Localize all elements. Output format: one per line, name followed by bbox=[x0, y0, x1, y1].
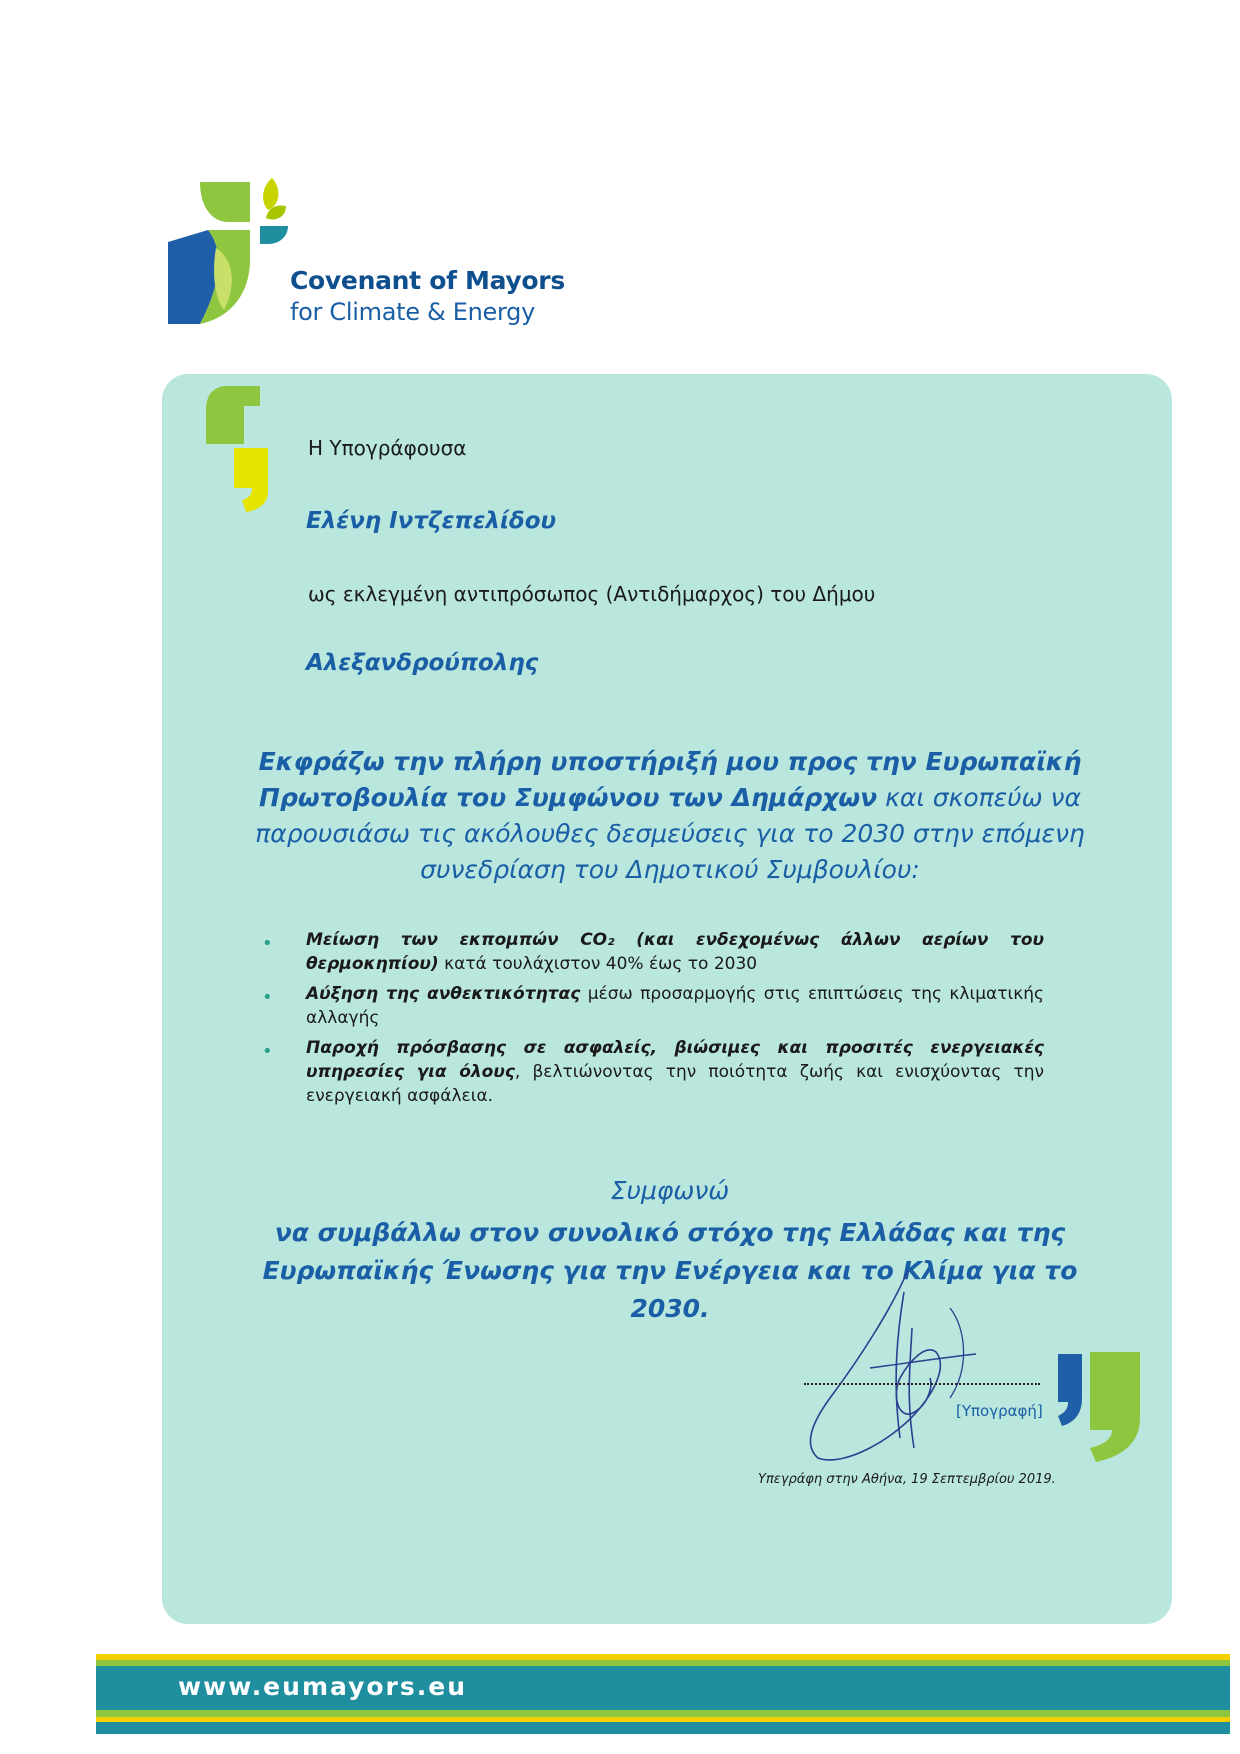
signature-label: [Υπογραφή] bbox=[956, 1402, 1043, 1420]
representative-text: ως εκλεγμένη αντιπρόσωπος (Αντιδήμαρχος) του Δήμου bbox=[308, 582, 876, 606]
list-item bbox=[262, 928, 1044, 976]
commitment-lead: Αύξηση της ανθεκτικότητας bbox=[306, 984, 581, 1004]
footer-stripe bbox=[96, 1710, 1230, 1717]
agree-text: να συμβάλλω στον συνολικό στόχο της Ελλάδας και της Ευρωπαϊκής Ένωσης για την Ενέργεια και το Κλίμα για το 2030. bbox=[262, 1218, 1078, 1323]
commitment-lead: Μείωση των εκπομπών CO₂ (και ενδεχομένως άλλων αερίων του θερμοκηπίου) bbox=[306, 930, 1044, 974]
signatory-name: Ελένη Ιντζεπελίδου bbox=[306, 508, 557, 534]
commitments-list bbox=[262, 928, 1044, 1114]
org-subtitle: for Climate & Energy bbox=[290, 298, 535, 326]
bullet-icon: • bbox=[262, 987, 273, 1008]
footer-stripe bbox=[96, 1722, 1230, 1734]
commitment-rest: κατά τουλάχιστον 40% έως το 2030 bbox=[438, 954, 758, 974]
opening-quote-icon bbox=[206, 384, 278, 512]
support-statement-bold: Εκφράζω την πλήρη υποστήριξή μου προς την Ευρωπαϊκή Πρωτοβουλία του Συμφώνου των Δημάρχων bbox=[258, 747, 1082, 812]
org-name: Covenant of Mayors bbox=[290, 266, 565, 295]
covenant-logo bbox=[168, 178, 618, 338]
bullet-icon: • bbox=[262, 1041, 273, 1062]
commitment-rest: μέσω προσαρμογής στις επιπτώσεις της κλιματικής αλλαγής bbox=[306, 984, 1044, 1028]
covenant-logo-icon bbox=[168, 178, 288, 328]
support-statement-rest: και σκοπεύω να παρουσιάσω τις ακόλουθες δεσμεύσεις για το 2030 στην επόμενη συνεδρίαση του Δημοτικού Συμβουλίου: bbox=[255, 783, 1085, 884]
signing-date: Υπεγράφη στην Αθήνα, 19 Σεπτεμβρίου 2019. bbox=[758, 1472, 1056, 1487]
closing-quote-icon bbox=[1056, 1352, 1142, 1462]
website-link[interactable]: www.eumayors.eu bbox=[178, 1672, 468, 1701]
bullet-icon: • bbox=[262, 933, 273, 954]
support-statement bbox=[230, 744, 1110, 888]
handwritten-signature bbox=[800, 1268, 980, 1468]
commitment-rest: , βελτιώνοντας την ποιότητα ζωής και ενισχύοντας την ενεργειακή ασφάλεια. bbox=[306, 1062, 1044, 1106]
municipality-name: Αλεξανδρούπολης bbox=[306, 650, 539, 676]
list-item bbox=[262, 982, 1044, 1030]
signatory-label: Η Υπογράφουσα bbox=[308, 436, 467, 460]
agree-title: Συμφωνώ bbox=[610, 1176, 730, 1205]
footer-band bbox=[96, 1654, 1230, 1734]
commitment-lead: Παροχή πρόσβασης σε ασφαλείς, βιώσιμες και προσιτές ενεργειακές υπηρεσίες για όλους bbox=[306, 1038, 1044, 1082]
signature-line bbox=[804, 1383, 1040, 1385]
list-item bbox=[262, 1036, 1044, 1108]
